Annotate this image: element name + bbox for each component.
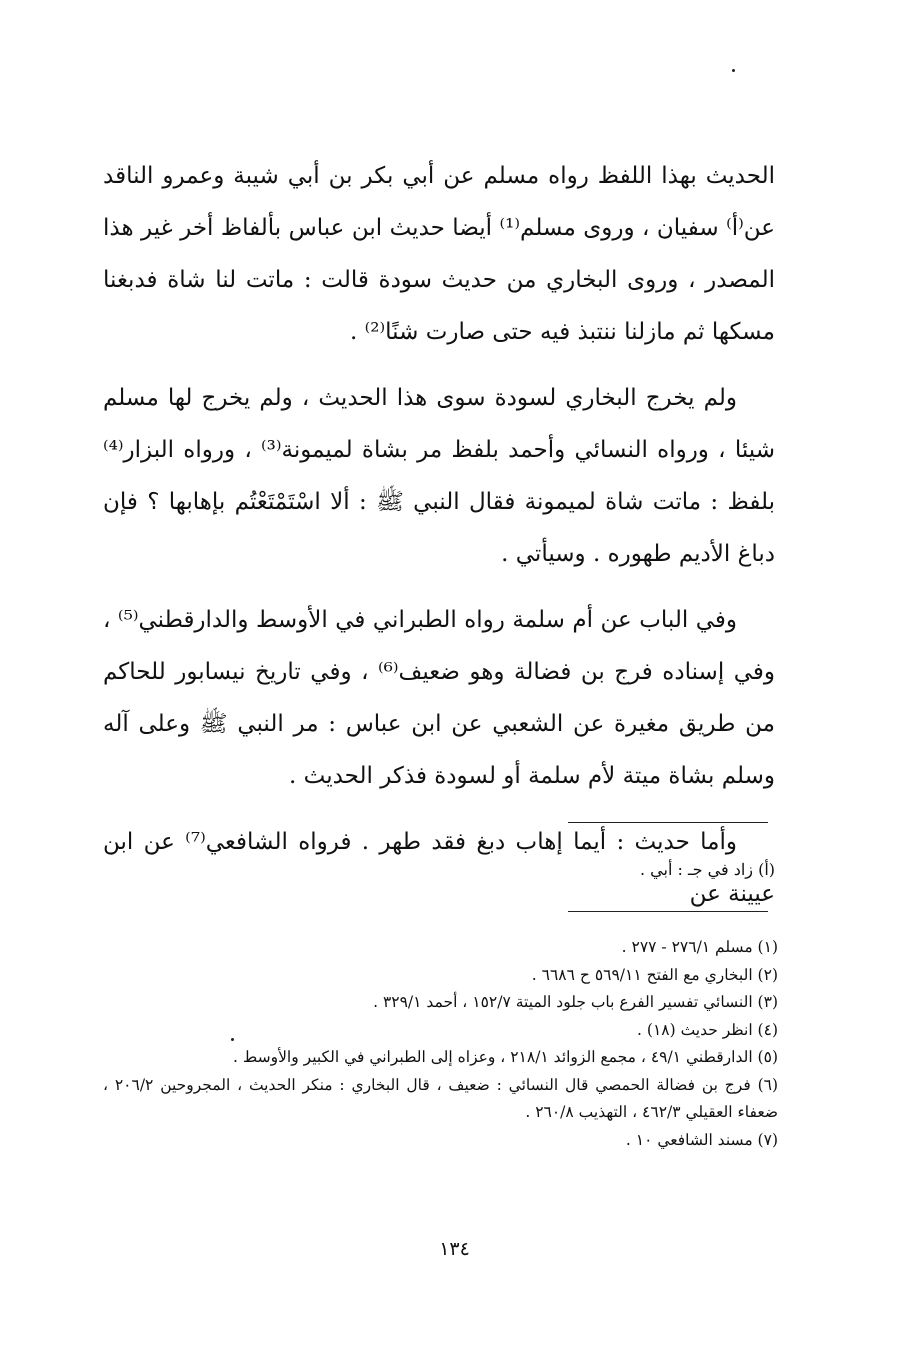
footnote: (٤) انظر حديث (١٨) . [637, 1020, 778, 1039]
paragraph: وأما حديث : أيما إهاب دبغ فقد طهر . فرواه الشافعي⁽⁷⁾ عن ابن عيينة عن [103, 829, 775, 907]
footnote: (٣) النسائي تفسير الفرع باب جلود الميتة ١٥٢/٧ ، أحمد ٣٢٩/١ . [373, 993, 778, 1011]
paragraph: ولم يخرج البخاري لسودة سوى هذا الحديث ، ولم يخرج لها مسلم شيئا ، ورواه النسائي وأحمد بلفظ مر بشاة لميمونة⁽³⁾ ، ورواه البزار⁽⁴⁾ بلفظ : ماتت شاة لميمونة فقال النبي ﷺ : ألا اسْتَمْتَعْتُم بإهابها ؟ فإن دباغ الأديم طهوره . وسيأتي . [103, 385, 775, 567]
scan-speck [732, 69, 735, 72]
main-text [103, 150, 775, 934]
footnote: (٦) فرج بن فضالة الحمصي قال النسائي : ضعيف ، قال البخاري : منكر الحديث ، المجروحين ٢٠٦/٢ ، ضعفاء العقيلي ٤٦٢/٣ ، التهذيب ٢٦٠/٨ . [103, 1075, 779, 1121]
footnotes [103, 934, 778, 1154]
paragraph: الحديث بهذا اللفظ رواه مسلم عن أبي بكر بن أبي شيبة وعمرو الناقد عن⁽أ⁾ سفيان ، وروى مسلم⁽¹⁾ أيضا حديث ابن عباس بألفاظ أخر غير هذا المصدر ، وروى البخاري من حديث سودة قالت : ماتت لنا شاة فدبغنا مسكها ثم مازلنا ننتبذ فيه حتى صارت شنًا⁽²⁾ . [103, 163, 775, 345]
footnote: (٢) البخاري مع الفتح ٥٦٩/١١ ح ٦٦٨٦ . [531, 965, 778, 984]
variant-note: (أ) زاد في جـ : أبي . [639, 860, 775, 879]
footnote-separator [568, 822, 768, 823]
footnote: (٧) مسند الشافعي ١٠ . [625, 1130, 778, 1149]
footnote: (٥) الدارقطني ٤٩/١ ، مجمع الزوائد ٢١٨/١ ، وعزاه إلى الطبراني في الكبير والأوسط . [233, 1048, 778, 1066]
footnote-separator [568, 911, 768, 912]
paragraph: وفي الباب عن أم سلمة رواه الطبراني في الأوسط والدارقطني⁽⁵⁾ ، وفي إسناده فرج بن فضالة وهو ضعيف⁽⁶⁾ ، وفي تاريخ نيسابور للحاكم من طريق مغيرة عن الشعبي عن ابن عباس : مر النبي ﷺ وعلى آله وسلم بشاة ميتة لأم سلمة أو لسودة فذكر الحديث . [103, 607, 775, 789]
footnote: (١) مسلم ٢٧٦/١ - ٢٧٧ . [621, 938, 778, 956]
page-number: ١٣٤ [439, 1238, 470, 1260]
